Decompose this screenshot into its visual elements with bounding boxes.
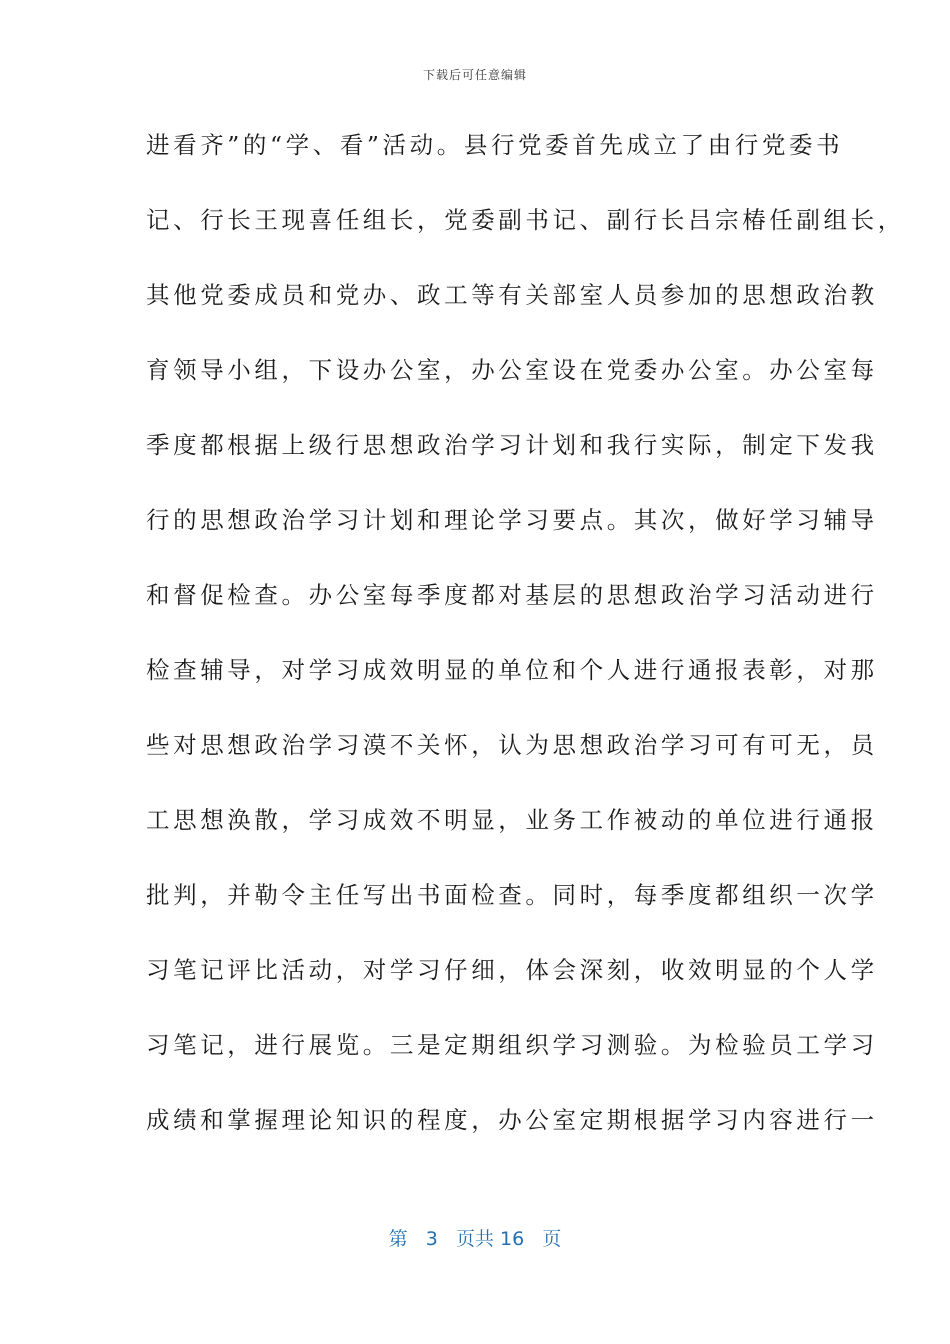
text-line-2: 记、行长王现喜任组长，党委副书记、副行长吕宗椿任副组长， [146,206,905,234]
text-line-11: 批判，并勒令主任写出书面检查。同时，每季度都组织一次学 [146,881,878,909]
text-line-9: 些对思想政治学习漠不关怀，认为思想政治学习可有可无，员 [146,731,878,759]
footer-prefix: 第 [388,1228,408,1250]
current-page-number: 3 [425,1228,438,1250]
text-line-12: 习笔记评比活动，对学习仔细，体会深刻，收效明显的个人学 [146,956,878,984]
text-line-4: 育领导小组，下设办公室，办公室设在党委办公室。办公室每 [146,356,878,384]
header-note: 下载后可任意编辑 [422,68,527,82]
text-line-7: 和督促检查。办公室每季度都对基层的思想政治学习活动进行 [146,581,878,609]
text-line-1: 进看齐”的“学、看”活动。县行党委首先成立了由行党委书 [146,131,844,159]
text-line-6: 行的思想政治学习计划和理论学习要点。其次，做好学习辅导 [146,506,878,534]
text-line-14: 成绩和掌握理论知识的程度，办公室定期根据学习内容进行一 [146,1106,878,1134]
text-line-3: 其他党委成员和党办、政工等有关部室人员参加的思想政治教 [146,281,878,309]
text-line-8: 检查辅导，对学习成效明显的单位和个人进行通报表彰，对那 [146,656,878,684]
total-pages-number: 16 [500,1228,525,1250]
text-line-5: 季度都根据上级行思想政治学习计划和我行实际，制定下发我 [146,431,878,459]
footer-middle: 页共 [455,1228,494,1250]
body-paragraph [146,123,905,1173]
text-line-10: 工思想涣散，学习成效不明显，业务工作被动的单位进行通报 [146,806,878,834]
page-footer [0,1224,950,1251]
footer-suffix: 页 [542,1228,562,1250]
text-line-13: 习笔记，进行展览。三是定期组织学习测验。为检验员工学习 [146,1031,878,1059]
